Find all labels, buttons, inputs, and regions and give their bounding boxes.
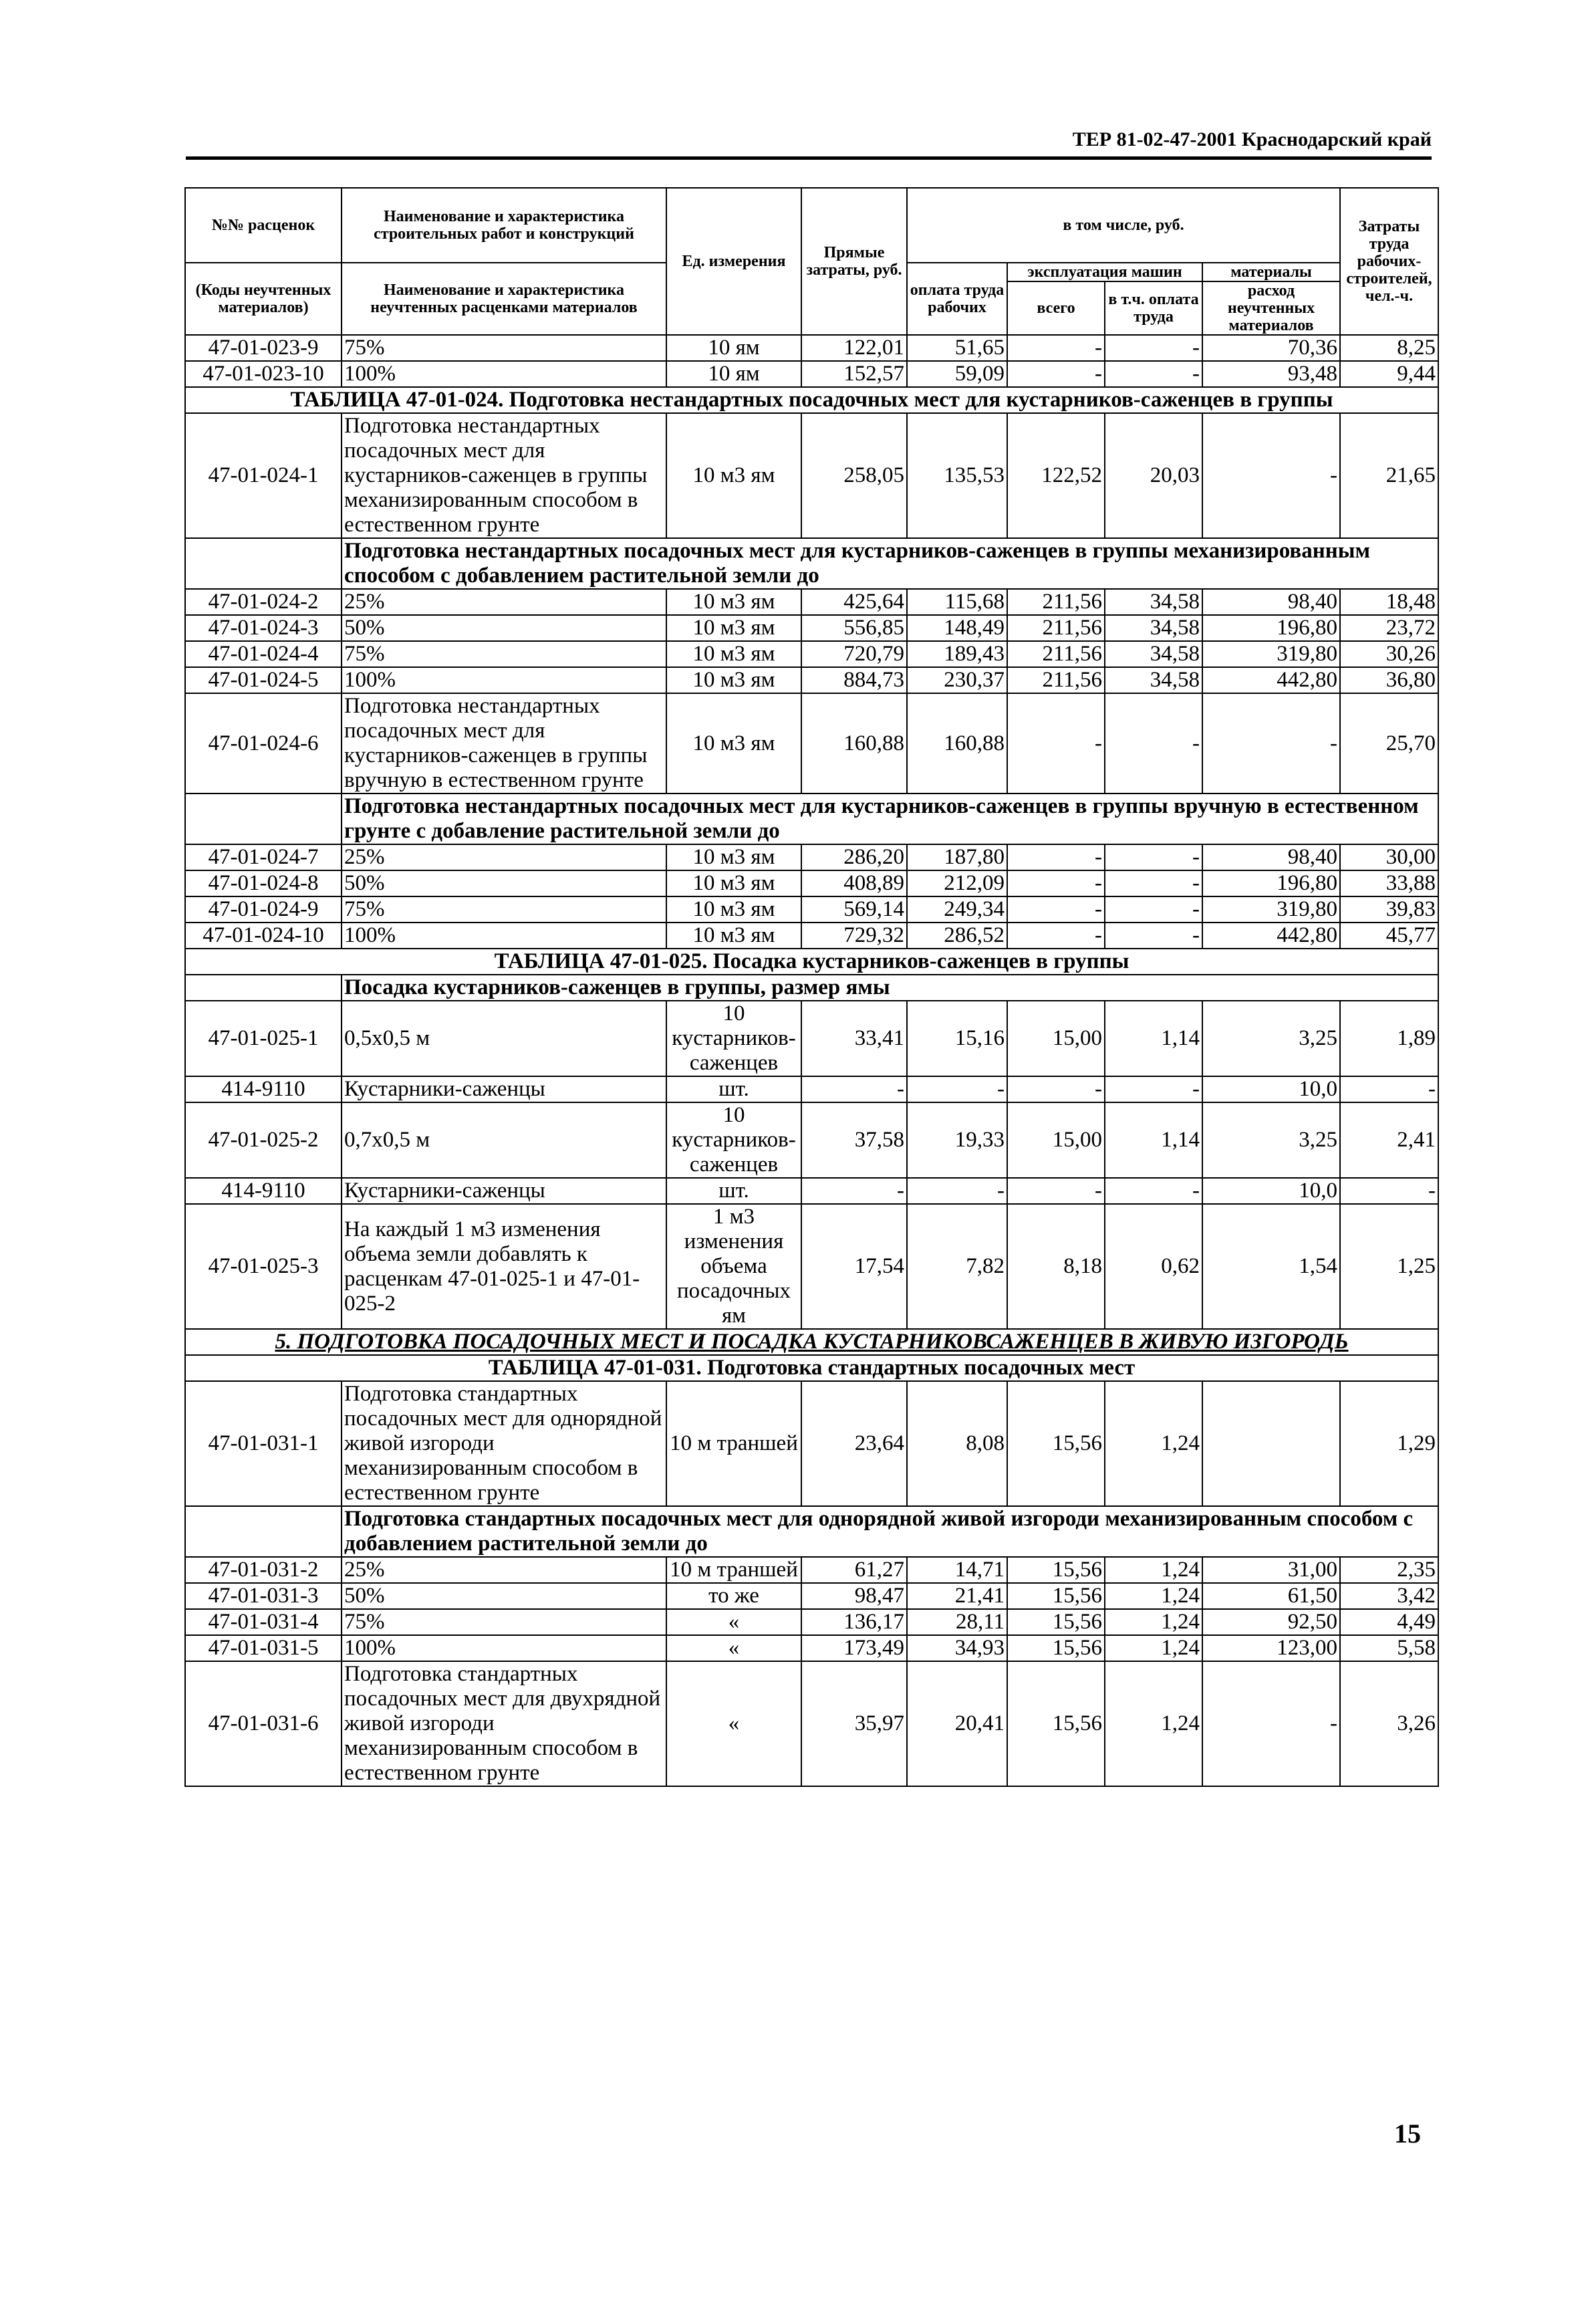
table-row [185,335,1438,361]
labor-cost-cell: 21,65 [1340,413,1438,538]
direct-cost-cell: - [801,1178,907,1204]
col-labor-pay: оплата труда рабочих [907,263,1007,335]
running-header [186,127,1432,160]
work-name-cell: 100% [342,1635,666,1661]
work-name-cell: Подготовка нестандартных посадочных мест для кустарников-саженцев в группы механизированным способом в естественном грунте [342,413,666,538]
direct-cost-cell: - [801,1076,907,1102]
table-header [185,188,1438,335]
machines-labor-cell: 1,24 [1105,1661,1202,1786]
rate-code-cell: 47-01-025-3 [185,1204,342,1329]
machines-total-cell: - [1007,844,1105,870]
rate-code-cell: 414-9110 [185,1076,342,1102]
machines-labor-cell: - [1105,844,1202,870]
col-name: Наименование и характеристика строительных работ и конструкций [342,188,666,263]
labor-pay-cell: 14,71 [907,1557,1007,1583]
table-row [185,1204,1438,1329]
col-labor-cost: Затраты труда рабочих-строителей, чел.-ч. [1340,188,1438,335]
machines-total-cell: 15,56 [1007,1381,1105,1506]
col-materials: материалы [1202,263,1340,281]
empty-code-cell [185,794,342,844]
labor-pay-cell: 21,41 [907,1583,1007,1609]
unit-cell: 10 м3 ям [666,844,801,870]
table-row [185,641,1438,667]
direct-cost-cell: 569,14 [801,896,907,923]
labor-cost-cell: 45,77 [1340,923,1438,949]
work-name-cell: 75% [342,1609,666,1635]
machines-total-cell: 15,56 [1007,1635,1105,1661]
machines-labor-cell: - [1105,923,1202,949]
table-row [185,1381,1438,1506]
col-unit: Ед. измерения [666,188,801,335]
labor-cost-cell: 36,80 [1340,667,1438,693]
work-name-cell: Подготовка стандартных посадочных мест для однорядной живой изгороди механизированным способом в естественном грунте [342,1381,666,1506]
machines-labor-cell: - [1105,870,1202,896]
table-row [185,1001,1438,1076]
work-name-cell: 50% [342,615,666,641]
work-name-cell: Подготовка нестандартных посадочных мест для кустарников-саженцев в группы вручную в естественном грунте [342,693,666,794]
materials-cell: 123,00 [1202,1635,1340,1661]
labor-cost-cell: 18,48 [1340,589,1438,615]
direct-cost-cell: 729,32 [801,923,907,949]
col-code: №№ расценок [185,188,342,263]
labor-pay-cell: 187,80 [907,844,1007,870]
rates-table-container [184,187,1439,1787]
machines-labor-cell: 1,24 [1105,1609,1202,1635]
machines-total-cell: 211,56 [1007,667,1105,693]
machines-labor-cell: 0,62 [1105,1204,1202,1329]
unit-cell: 10 м3 ям [666,923,801,949]
unit-cell: 10 кустарников-саженцев [666,1001,801,1076]
work-name-cell: На каждый 1 м3 изменения объема земли добавлять к расценкам 47-01-025-1 и 47-01-025-2 [342,1204,666,1329]
labor-cost-cell: - [1340,1076,1438,1102]
direct-cost-cell: 408,89 [801,870,907,896]
table-row [185,1076,1438,1102]
rates-table [184,187,1439,1787]
materials-cell: 61,50 [1202,1583,1340,1609]
machines-labor-cell: 34,58 [1105,615,1202,641]
table-row [185,896,1438,923]
machines-total-cell: 15,56 [1007,1583,1105,1609]
work-name-cell: 25% [342,1557,666,1583]
unit-cell: 10 кустарников-саженцев [666,1102,801,1178]
machines-total-cell: - [1007,896,1105,923]
materials-cell: 92,50 [1202,1609,1340,1635]
subheading-text: Подготовка нестандартных посадочных мест для кустарников-саженцев в группы вручную в естественном грунте с добавление растительной земли до [342,794,1438,844]
direct-cost-cell: 35,97 [801,1661,907,1786]
machines-total-cell: - [1007,923,1105,949]
direct-cost-cell: 286,20 [801,844,907,870]
rate-code-cell: 47-01-024-10 [185,923,342,949]
unit-cell: шт. [666,1178,801,1204]
labor-pay-cell: 19,33 [907,1102,1007,1178]
labor-cost-cell: 23,72 [1340,615,1438,641]
machines-total-cell: 15,56 [1007,1557,1105,1583]
unit-cell: 10 м3 ям [666,615,801,641]
materials-cell [1202,1381,1340,1506]
table-title: ТАБЛИЦА 47-01-031. Подготовка стандартных посадочных мест [185,1355,1438,1381]
labor-pay-cell: 7,82 [907,1204,1007,1329]
labor-cost-cell: 30,00 [1340,844,1438,870]
unit-cell: то же [666,1583,801,1609]
labor-cost-cell: 5,58 [1340,1635,1438,1661]
subheading-text: Посадка кустарников-саженцев в группы, размер ямы [342,975,1438,1001]
machines-labor-cell: 1,24 [1105,1381,1202,1506]
table-row [185,693,1438,794]
labor-cost-cell: 3,26 [1340,1661,1438,1786]
table-row [185,413,1438,538]
table-row [185,1102,1438,1178]
materials-cell: 442,80 [1202,667,1340,693]
machines-total-cell: 211,56 [1007,615,1105,641]
rate-code-cell: 47-01-024-7 [185,844,342,870]
work-name-cell: Кустарники-саженцы [342,1076,666,1102]
labor-cost-cell: 2,41 [1340,1102,1438,1178]
labor-pay-cell: 115,68 [907,589,1007,615]
subheading-row [185,794,1438,844]
direct-cost-cell: 37,58 [801,1102,907,1178]
table-row [185,870,1438,896]
machines-labor-cell: 1,14 [1105,1001,1202,1076]
rate-code-cell: 47-01-031-2 [185,1557,342,1583]
machines-total-cell: 211,56 [1007,641,1105,667]
materials-cell: 1,54 [1202,1204,1340,1329]
col-machines-labor: в т.ч. оплата труда [1105,281,1202,335]
labor-cost-cell: 1,89 [1340,1001,1438,1076]
direct-cost-cell: 720,79 [801,641,907,667]
table-body [185,335,1438,1786]
subheading-row [185,975,1438,1001]
machines-total-cell: 15,00 [1007,1001,1105,1076]
empty-code-cell [185,1506,342,1557]
direct-cost-cell: 122,01 [801,335,907,361]
empty-code-cell [185,975,342,1001]
unit-cell: 10 ям [666,335,801,361]
unit-cell: 10 м3 ям [666,413,801,538]
table-row [185,589,1438,615]
subheading-row [185,1506,1438,1557]
labor-pay-cell: 8,08 [907,1381,1007,1506]
materials-cell: - [1202,413,1340,538]
rate-code-cell: 47-01-024-3 [185,615,342,641]
labor-cost-cell: 1,29 [1340,1381,1438,1506]
unit-cell: « [666,1635,801,1661]
work-name-cell: 100% [342,361,666,387]
direct-cost-cell: 556,85 [801,615,907,641]
section-heading-row [185,1329,1438,1355]
materials-cell: 319,80 [1202,896,1340,923]
materials-cell: 10,0 [1202,1178,1340,1204]
machines-labor-cell: 1,24 [1105,1557,1202,1583]
table-row [185,1635,1438,1661]
labor-cost-cell: 2,35 [1340,1557,1438,1583]
table-row [185,844,1438,870]
materials-cell: 3,25 [1202,1102,1340,1178]
labor-pay-cell: 148,49 [907,615,1007,641]
rate-code-cell: 47-01-023-10 [185,361,342,387]
labor-pay-cell: 59,09 [907,361,1007,387]
col-machines: эксплуатация машин [1007,263,1202,281]
unit-cell: 10 м траншей [666,1557,801,1583]
direct-cost-cell: 17,54 [801,1204,907,1329]
rate-code-cell: 47-01-024-5 [185,667,342,693]
machines-labor-cell: 1,24 [1105,1635,1202,1661]
machines-labor-cell: 34,58 [1105,641,1202,667]
unit-cell: 10 м3 ям [666,589,801,615]
unit-cell: 10 м траншей [666,1381,801,1506]
labor-cost-cell: 33,88 [1340,870,1438,896]
machines-labor-cell: - [1105,896,1202,923]
table-row [185,1609,1438,1635]
machines-labor-cell: - [1105,335,1202,361]
table-row [185,1557,1438,1583]
labor-pay-cell: 160,88 [907,693,1007,794]
rate-code-cell: 47-01-031-6 [185,1661,342,1786]
rate-code-cell: 414-9110 [185,1178,342,1204]
empty-code-cell [185,538,342,589]
machines-labor-cell: 34,58 [1105,589,1202,615]
rate-code-cell: 47-01-024-1 [185,413,342,538]
rate-code-cell: 47-01-024-2 [185,589,342,615]
unit-cell: 10 м3 ям [666,641,801,667]
table-row [185,361,1438,387]
direct-cost-cell: 98,47 [801,1583,907,1609]
work-name-cell: Подготовка стандартных посадочных мест для двухрядной живой изгороди механизированным способом в естественном грунте [342,1661,666,1786]
machines-total-cell: - [1007,361,1105,387]
direct-cost-cell: 160,88 [801,693,907,794]
materials-cell: 31,00 [1202,1557,1340,1583]
work-name-cell: 50% [342,870,666,896]
direct-cost-cell: 61,27 [801,1557,907,1583]
rate-code-cell: 47-01-025-1 [185,1001,342,1076]
table-title-row [185,949,1438,975]
labor-pay-cell: - [907,1178,1007,1204]
work-name-cell: 75% [342,896,666,923]
machines-labor-cell: - [1105,1076,1202,1102]
machines-total-cell: 15,56 [1007,1609,1105,1635]
materials-cell: - [1202,1661,1340,1786]
work-name-cell: 75% [342,335,666,361]
direct-cost-cell: 136,17 [801,1609,907,1635]
labor-pay-cell: 15,16 [907,1001,1007,1076]
direct-cost-cell: 173,49 [801,1635,907,1661]
work-name-cell: 50% [342,1583,666,1609]
labor-cost-cell: 30,26 [1340,641,1438,667]
machines-total-cell: - [1007,335,1105,361]
table-row [185,1583,1438,1609]
rate-code-cell: 47-01-031-4 [185,1609,342,1635]
table-row [185,615,1438,641]
labor-cost-cell: 8,25 [1340,335,1438,361]
labor-pay-cell: 135,53 [907,413,1007,538]
direct-cost-cell: 33,41 [801,1001,907,1076]
work-name-cell: 100% [342,667,666,693]
materials-cell: - [1202,693,1340,794]
labor-pay-cell: 34,93 [907,1635,1007,1661]
labor-cost-cell: 4,49 [1340,1609,1438,1635]
machines-labor-cell: 1,14 [1105,1102,1202,1178]
unit-cell: 10 м3 ям [666,693,801,794]
materials-cell: 196,80 [1202,615,1340,641]
page-number: 15 [1394,2118,1421,2149]
unit-cell: « [666,1609,801,1635]
materials-cell: 10,0 [1202,1076,1340,1102]
machines-total-cell: 15,00 [1007,1102,1105,1178]
table-title-row [185,1355,1438,1381]
col-code-sub: (Коды неучтенных материалов) [185,263,342,335]
subheading-text: Подготовка нестандартных посадочных мест для кустарников-саженцев в группы механизированным способом с добавлением растительной земли до [342,538,1438,589]
labor-pay-cell: 28,11 [907,1609,1007,1635]
table-title-row [185,387,1438,413]
labor-pay-cell: 51,65 [907,335,1007,361]
direct-cost-cell: 884,73 [801,667,907,693]
rate-code-cell: 47-01-031-5 [185,1635,342,1661]
machines-total-cell: - [1007,870,1105,896]
work-name-cell: 100% [342,923,666,949]
machines-total-cell: 122,52 [1007,413,1105,538]
labor-cost-cell: 3,42 [1340,1583,1438,1609]
table-title: ТАБЛИЦА 47-01-024. Подготовка нестандартных посадочных мест для кустарников-саженцев в группы [185,387,1438,413]
materials-cell: 319,80 [1202,641,1340,667]
table-row [185,1661,1438,1786]
work-name-cell: 25% [342,844,666,870]
unit-cell: 10 м3 ям [666,870,801,896]
unit-cell: « [666,1661,801,1786]
table-row [185,1178,1438,1204]
machines-labor-cell: - [1105,1178,1202,1204]
machines-labor-cell: 1,24 [1105,1583,1202,1609]
col-including: в том числе, руб. [907,188,1340,263]
machines-labor-cell: 20,03 [1105,413,1202,538]
subheading-text: Подготовка стандартных посадочных мест для однорядной живой изгороди механизированным способом с добавлением растительной земли до [342,1506,1438,1557]
machines-total-cell: 211,56 [1007,589,1105,615]
col-machines-total: всего [1007,281,1105,335]
labor-cost-cell: - [1340,1178,1438,1204]
rate-code-cell: 47-01-025-2 [185,1102,342,1178]
labor-pay-cell: - [907,1076,1007,1102]
machines-total-cell: 15,56 [1007,1661,1105,1786]
unit-cell: 10 м3 ям [666,896,801,923]
table-row [185,667,1438,693]
materials-cell: 98,40 [1202,589,1340,615]
materials-cell: 93,48 [1202,361,1340,387]
table-title: ТАБЛИЦА 47-01-025. Посадка кустарников-саженцев в группы [185,949,1438,975]
labor-cost-cell: 25,70 [1340,693,1438,794]
col-name-sub: Наименование и характеристика неучтенных расценками материалов [342,263,666,335]
materials-cell: 70,36 [1202,335,1340,361]
machines-labor-cell: - [1105,361,1202,387]
subheading-row [185,538,1438,589]
labor-pay-cell: 20,41 [907,1661,1007,1786]
machines-labor-cell: 34,58 [1105,667,1202,693]
direct-cost-cell: 425,64 [801,589,907,615]
labor-pay-cell: 212,09 [907,870,1007,896]
work-name-cell: 25% [342,589,666,615]
labor-pay-cell: 189,43 [907,641,1007,667]
labor-cost-cell: 39,83 [1340,896,1438,923]
unit-cell: 10 м3 ям [666,667,801,693]
rate-code-cell: 47-01-024-6 [185,693,342,794]
col-materials-sub: расход неучтенных материалов [1202,281,1340,335]
labor-pay-cell: 230,37 [907,667,1007,693]
work-name-cell: 0,5х0,5 м [342,1001,666,1076]
unit-cell: шт. [666,1076,801,1102]
work-name-cell: 75% [342,641,666,667]
machines-total-cell: - [1007,1178,1105,1204]
machines-total-cell: 8,18 [1007,1204,1105,1329]
labor-cost-cell: 1,25 [1340,1204,1438,1329]
rate-code-cell: 47-01-023-9 [185,335,342,361]
materials-cell: 98,40 [1202,844,1340,870]
materials-cell: 442,80 [1202,923,1340,949]
rate-code-cell: 47-01-031-1 [185,1381,342,1506]
machines-total-cell: - [1007,1076,1105,1102]
table-row [185,923,1438,949]
direct-cost-cell: 152,57 [801,361,907,387]
unit-cell: 1 м3 изменения объема посадочных ям [666,1204,801,1329]
direct-cost-cell: 23,64 [801,1381,907,1506]
rate-code-cell: 47-01-031-3 [185,1583,342,1609]
work-name-cell: Кустарники-саженцы [342,1178,666,1204]
col-direct: Прямые затраты, руб. [801,188,907,335]
rate-code-cell: 47-01-024-9 [185,896,342,923]
materials-cell: 196,80 [1202,870,1340,896]
labor-pay-cell: 249,34 [907,896,1007,923]
header-text: ТЕР 81-02-47-2001 Краснодарский край [1072,128,1432,150]
machines-total-cell: - [1007,693,1105,794]
rate-code-cell: 47-01-024-4 [185,641,342,667]
section-heading: 5. ПОДГОТОВКА ПОСАДОЧНЫХ МЕСТ И ПОСАДКА КУСТАРНИКОВСАЖЕНЦЕВ В ЖИВУЮ ИЗГОРОДЬ [185,1329,1438,1355]
labor-cost-cell: 9,44 [1340,361,1438,387]
direct-cost-cell: 258,05 [801,413,907,538]
machines-labor-cell: - [1105,693,1202,794]
work-name-cell: 0,7х0,5 м [342,1102,666,1178]
labor-pay-cell: 286,52 [907,923,1007,949]
materials-cell: 3,25 [1202,1001,1340,1076]
rate-code-cell: 47-01-024-8 [185,870,342,896]
unit-cell: 10 ям [666,361,801,387]
